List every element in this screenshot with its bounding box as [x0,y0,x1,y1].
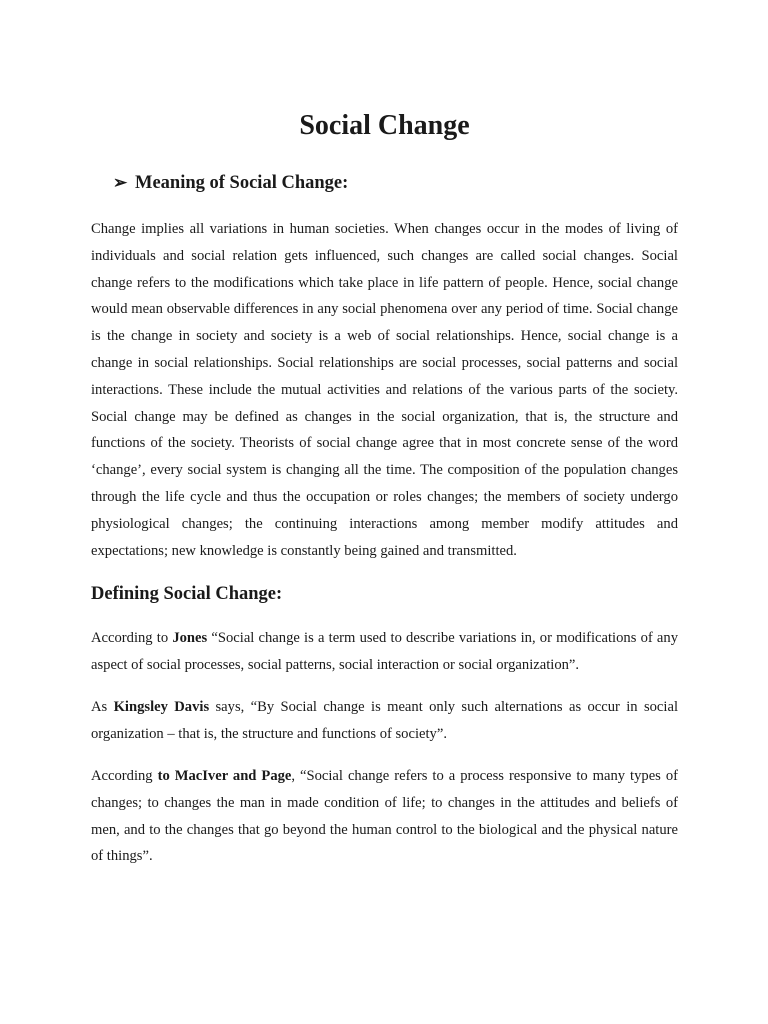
definition-prefix: According [91,768,158,784]
definition-maciver-page [91,763,678,870]
definition-text: says, “By Social change is meant only such alternations as occur in social organization – that is, the structure and functions of society”. [91,699,678,742]
definition-prefix: As [91,699,114,715]
meaning-heading-text: Meaning of Social Change: [135,173,349,193]
author-name: Jones [172,630,208,646]
meaning-paragraph: Change implies all variations in human societies. When changes occur in the modes of living of individuals and social relation gets influenced, such changes are called social changes. Social change refers to the modifications which take place in life pattern of people. Hence, social change would mean observable differences in any social phenomena over any period of time. Social change is the change in society and society is a web of social relationships. Hence, social change is a change in social relationships. Social relationships are social processes, social patterns and social interactions. These include the mutual activities and relations of the various parts of the society. Social change may be defined as changes in the social organization, that is, the structure and functions of the society. Theorists of social change agree that in most concrete sense of the word ‘change’, every social system is changing all the time. The composition of the population changes through the life cycle and thus the occupation or roles changes; the members of society undergo physiological changes; the continuing interactions among member modify attitudes and expectations; new knowledge is constantly being gained and transmitted. [91,221,678,559]
definition-text: , “Social change refers to a process responsive to many types of changes; to changes the man in made condition of life; to changes in the attitudes and beliefs of men, and to the changes that go beyond the human control to the biological and the physical nature of things”. [91,768,678,865]
document-title: Social Change [299,110,470,141]
definition-jones [91,625,678,679]
definition-prefix: According to [91,630,173,646]
author-name: to MacIver and Page [157,768,292,784]
arrow-bullet-icon: ➢ [113,173,128,192]
meaning-heading [113,170,348,196]
definition-kingsley-davis [91,694,678,748]
definition-text: “Social change is a term used to describe variations in, or modifications of any aspect of social processes, social patterns, social interaction or social organization”. [91,630,678,673]
defining-heading: Defining Social Change: [91,584,283,604]
author-name: Kingsley Davis [113,699,210,715]
